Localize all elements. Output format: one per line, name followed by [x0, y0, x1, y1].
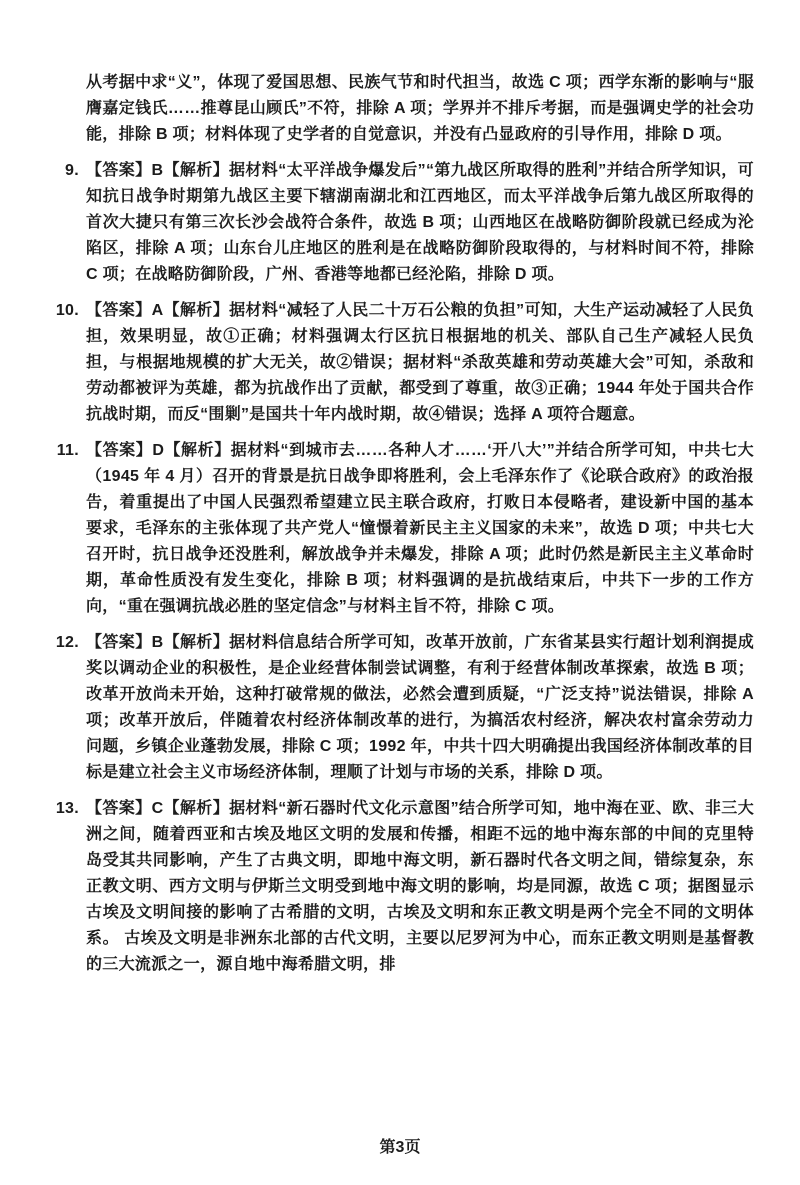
item-text: 【答案】B【解析】据材料“太平洋战争爆发后”“第九战区所取得的胜利”并结合所学知识，可知抗日战争时期第九战区主要下辖湖南湖北和江西地区，而太平洋战争后第九战区所取得的首次大捷只有第三次长沙会战符合条件，故选 B 项；山西地区在战略防御阶段就已经成为沦陷区，排除 A 项；山东台儿庄地区的胜利是在战略防御阶段取得的，与材料时间不符，排除 C 项；在战略防御阶段，广州、香港等地都已经沦陷，排除 D 项。 [86, 162, 754, 283]
item-text: 【答案】B【解析】据材料信息结合所学可知，改革开放前，广东省某县实行超计划利润提成奖以调动企业的积极性，是企业经营体制尝试调整，有利于经营体制改革探索，故选 B 项；改革开放尚未开始，这种打破常规的做法，必然会遭到质疑，“广泛支持”说法错误，排除 A 项；改革开放后，伴随着农村经济体制改革的进行，为搞活农村经济，解决农村富余劳动力问题，乡镇企业蓬勃发展，排除 C 项；1992 年，中共十四大明确提出我国经济体制改革的目标是建立社会主义市场经济体制，理顺了计划与市场的关系，排除 D 项。 [86, 634, 754, 781]
item-number: 9. [65, 162, 79, 179]
item-number: 10. [55, 302, 79, 319]
intro-paragraph [48, 70, 754, 148]
page-footer: 第3页 [379, 1139, 421, 1156]
item-text: 【答案】C【解析】据材料“新石器时代文化示意图”结合所学可知，地中海在亚、欧、非三大洲之间，随着西亚和古埃及地区文明的发展和传播，相距不远的地中海东部的中间的克里特岛受其共同影响，产生了古典文明，即地中海文明，新石器时代各文明之间，错综复杂，东正教文明、西方文明与伊斯兰文明受到地中海文明的影响，均是同源，故选 C 项；据图显示古埃及文明间接的影响了古希腊的文明，古埃及文明和东正教文明是两个完全不同的文明体系。 古埃及文明是非洲东北部的古代文明，主要以尼罗河为中心，而东正教文明则是基督教的三大流派之一，源自地中海希腊文明，排 [86, 800, 754, 973]
answer-item [48, 158, 754, 288]
item-number: 13. [55, 800, 79, 817]
answer-list [48, 70, 754, 988]
answer-item [48, 298, 754, 428]
item-number: 12. [55, 634, 79, 651]
answer-item [48, 796, 754, 978]
item-text: 【答案】A【解析】据材料“减轻了人民二十万石公粮的负担”可知，大生产运动减轻了人民负担，效果明显，故①正确；材料强调太行区抗日根据地的机关、部队自己生产减轻人民负担，与根据地规模的扩大无关，故②错误；据材料“杀敌英雄和劳动英雄大会”可知，杀敌和劳动都被评为英雄，都为抗战作出了贡献，都受到了尊重，故③正确；1944 年处于国共合作抗战时期，而反“围剿”是国共十年内战时期，故④错误；选择 A 项符合题意。 [86, 302, 754, 423]
item-text: 【答案】D【解析】据材料“到城市去……各种人才……‘开八大’”并结合所学可知，中共七大（1945 年 4 月）召开的背景是抗日战争即将胜利，会上毛泽东作了《论联合政府》的政治报告，着重提出了中国人民强烈希望建立民主联合政府，打败日本侵略者，建设新中国的基本要求，毛泽东的主张体现了共产党人“憧憬着新民主主义国家的未来”，故选 D 项；中共七大召开时，抗日战争还没胜利，解放战争并未爆发，排除 A 项；此时仍然是新民主主义革命时期，革命性质没有发生变化，排除 B 项；材料强调的是抗战结束后，中共下一步的工作方向，“重在强调抗战必胜的坚定信念”与材料主旨不符，排除 C 项。 [86, 442, 754, 615]
answer-item [48, 630, 754, 786]
answer-item [48, 438, 754, 620]
item-number: 11. [56, 442, 79, 459]
item-text: 从考据中求“义”，体现了爱国思想、民族气节和时代担当，故选 C 项；西学东渐的影响与“服膺嘉定钱氏……推尊昆山顾氏”不符，排除 A 项；学界并不排斥考据，而是强调史学的社会功能，排除 B 项；材料体现了史学者的自觉意识，并没有凸显政府的引导作用，排除 D 项。 [86, 74, 754, 143]
